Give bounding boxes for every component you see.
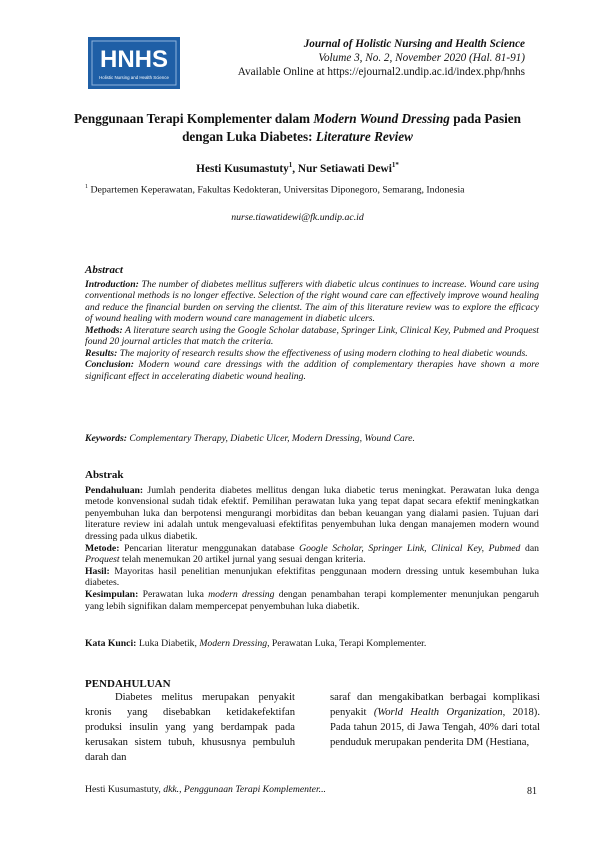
abstrak-methods-text2: dan: [520, 542, 539, 554]
abstrak-intro: [85, 485, 539, 543]
abstract-intro: [85, 279, 539, 325]
abstrak-methods-italic2: Proquest: [85, 554, 120, 566]
abstrak-methods-italic: Google Scholar, Springer Link, Clinical Key, Pubmed: [299, 542, 521, 554]
abstrak-heading: Abstrak: [85, 469, 124, 481]
abstract-intro-text: The number of diabetes mellitus sufferers with diabetic ulcus continues to increase. Wound care using conventional methods is no longer effective. Selection of the right wound care can effectively improve wound healing and reduce the financial burden on serving the clientst. The aim of this literature review was to explore the efficacy of wound healing with modern wound care management in diabetic ulcers.: [85, 278, 539, 324]
author-1: Hesti Kusumastuty: [196, 162, 289, 175]
affiliation: [85, 184, 535, 195]
author-1-sup: 1: [288, 161, 293, 169]
kata-kunci-text2: , Perawatan Luka, Terapi Komplementer.: [267, 638, 427, 649]
page-number: 81: [527, 786, 537, 797]
authors: [60, 161, 535, 175]
abstract-results: [85, 348, 539, 360]
intro-right-text2: , 2018). Pada tahun 2015, di Jawa Tengah, 40% dari total penduduk merupakan penderita DM (Hestiana,: [330, 707, 540, 748]
journal-name: Journal of Holistic Nursing and Health Science: [303, 38, 525, 50]
abstract-conclusion-text: Modern wound care dressings with the addition of complementary therapies have shown a more significant effect in accelerating diabetic wound healing.: [85, 359, 539, 382]
author-sep: ,: [292, 162, 298, 175]
kata-kunci-italic: Modern Dressing: [199, 638, 268, 649]
abstrak-conclusion-text1: Perawatan luka: [138, 588, 209, 600]
journal-online-link[interactable]: Available Online at https://ejournal2.undip.ac.id/index.php/hnhs: [237, 66, 525, 78]
journal-info: [165, 37, 525, 79]
abstract-methods: [85, 325, 539, 348]
abstract-methods-text: A literature search using the Google Scholar database, Springer Link, Clinical Key, Pubmed and Proquest found 20 journal articles that match the criteria.: [85, 324, 539, 347]
title-part3: pada Pasien dengan Luka Diabetes:: [182, 111, 521, 144]
abstract-methods-label: Methods:: [85, 324, 123, 336]
intro-right-text1: saraf dan mengakibatkan berbagai komplikasi penyakit: [330, 692, 540, 718]
abstract-conclusion-label: Conclusion:: [85, 359, 134, 370]
paper-title: [60, 110, 535, 146]
logo-subtext: Holistic Nursing and Health Science: [99, 75, 169, 80]
title-part1: Penggunaan Terapi Komplementer dalam: [73, 111, 314, 126]
corresponding-email[interactable]: nurse.tiawatidewi@fk.undip.ac.id: [231, 212, 364, 223]
abstract-results-text: The majority of research results show the effectiveness of using modern clothing to heal diabetic wounds.: [117, 347, 528, 359]
abstract-conclusion: [85, 359, 539, 382]
abstrak-methods-text3: telah menemukan 20 artikel jurnal yang sesuai dengan kriteria.: [119, 554, 366, 566]
abstract-english: [85, 265, 539, 382]
kata-kunci-text1: Luka Diabetik,: [136, 638, 200, 649]
affiliation-sup: 1: [85, 184, 88, 190]
abstract-indonesian: [85, 470, 539, 612]
author-2: Nur Setiawati Dewi: [297, 162, 392, 175]
abstract-heading: Abstract: [85, 264, 123, 276]
abstrak-conclusion-italic: modern dressing: [208, 588, 275, 600]
introduction-column-right: [330, 690, 540, 750]
author-2-sup: 1*: [391, 161, 399, 169]
abstrak-methods-label: Metode:: [85, 542, 120, 554]
abstract-intro-label: Introduction:: [85, 278, 139, 290]
abstrak-results-label: Hasil:: [85, 565, 110, 577]
keywords-text: Complementary Therapy, Diabetic Ulcer, Modern Dressing, Wound Care.: [126, 433, 415, 444]
title-part4: Literature Review: [315, 129, 413, 144]
journal-volume: Volume 3, No. 2, November 2020 (Hal. 81-91): [318, 52, 525, 64]
keywords-indonesian: [85, 638, 539, 649]
keywords-label: Keywords:: [85, 433, 127, 444]
title-part2: Modern Wound Dressing: [313, 111, 450, 126]
footer-authors: Hesti Kusumastuty,: [85, 784, 164, 795]
abstrak-results: [85, 566, 539, 589]
abstract-results-label: Results:: [85, 347, 118, 359]
introduction-heading: PENDAHULUAN: [85, 678, 171, 690]
abstrak-conclusion-label: Kesimpulan:: [85, 588, 139, 600]
page-footer: [85, 784, 465, 795]
abstrak-intro-text: Jumlah penderita diabetes mellitus dengan luka diabetic terus meningkat. Perawatan luka denga metode konvensional sudah tidak efektif. Pemilihan perawatan luka yang tepat dapat secara efektif meningkatkan penyembuhan luka dan berpotensi mengurangi morbiditas dan beban keuangan yang dialami pasien. Tujuan dari literature review ini adalah untuk mengevaluasi efektifitas penyembuhan luka dengan manajemen modern wound dressing pada ulkus diabetik.: [85, 484, 539, 542]
abstrak-conclusion-text2: dengan penambahan terapi komplementer menunjukan pengaruh yang lebih signifikan dalam mempercepat penyembuhan luka diabetik.: [85, 588, 539, 612]
intro-right-paragraph: [330, 690, 540, 750]
keywords-english: [85, 433, 539, 444]
abstrak-intro-label: Pendahuluan:: [85, 484, 144, 496]
intro-right-italic: (World Health Organization: [373, 707, 503, 718]
intro-left-text: Diabetes melitus merupakan penyakit kronis yang disebabkan ketidakefektifan produksi insulin yang yang berdampak pada kerusakan sistem tubuh, khususnya pembuluh darah dan: [85, 692, 295, 763]
abstrak-results-text: Mayoritas hasil penelitian menunjukan efektifitas penggunaan modern dressing untuk kesembuhan luka diabetes.: [85, 565, 539, 589]
logo-text: HNHS: [99, 46, 169, 73]
abstrak-methods-text1: Pencarian literatur menggunakan database: [119, 542, 300, 554]
abstrak-conclusion: [85, 589, 539, 612]
kata-kunci-label: Kata Kunci:: [85, 638, 137, 649]
footer-short-title: dkk., Penggunaan Terapi Komplementer...: [163, 784, 326, 795]
introduction-column-left: [85, 690, 295, 765]
affiliation-text: Departemen Keperawatan, Fakultas Kedokteran, Universitas Diponegoro, Semarang, Indonesia: [88, 184, 465, 196]
abstrak-methods: [85, 543, 539, 566]
